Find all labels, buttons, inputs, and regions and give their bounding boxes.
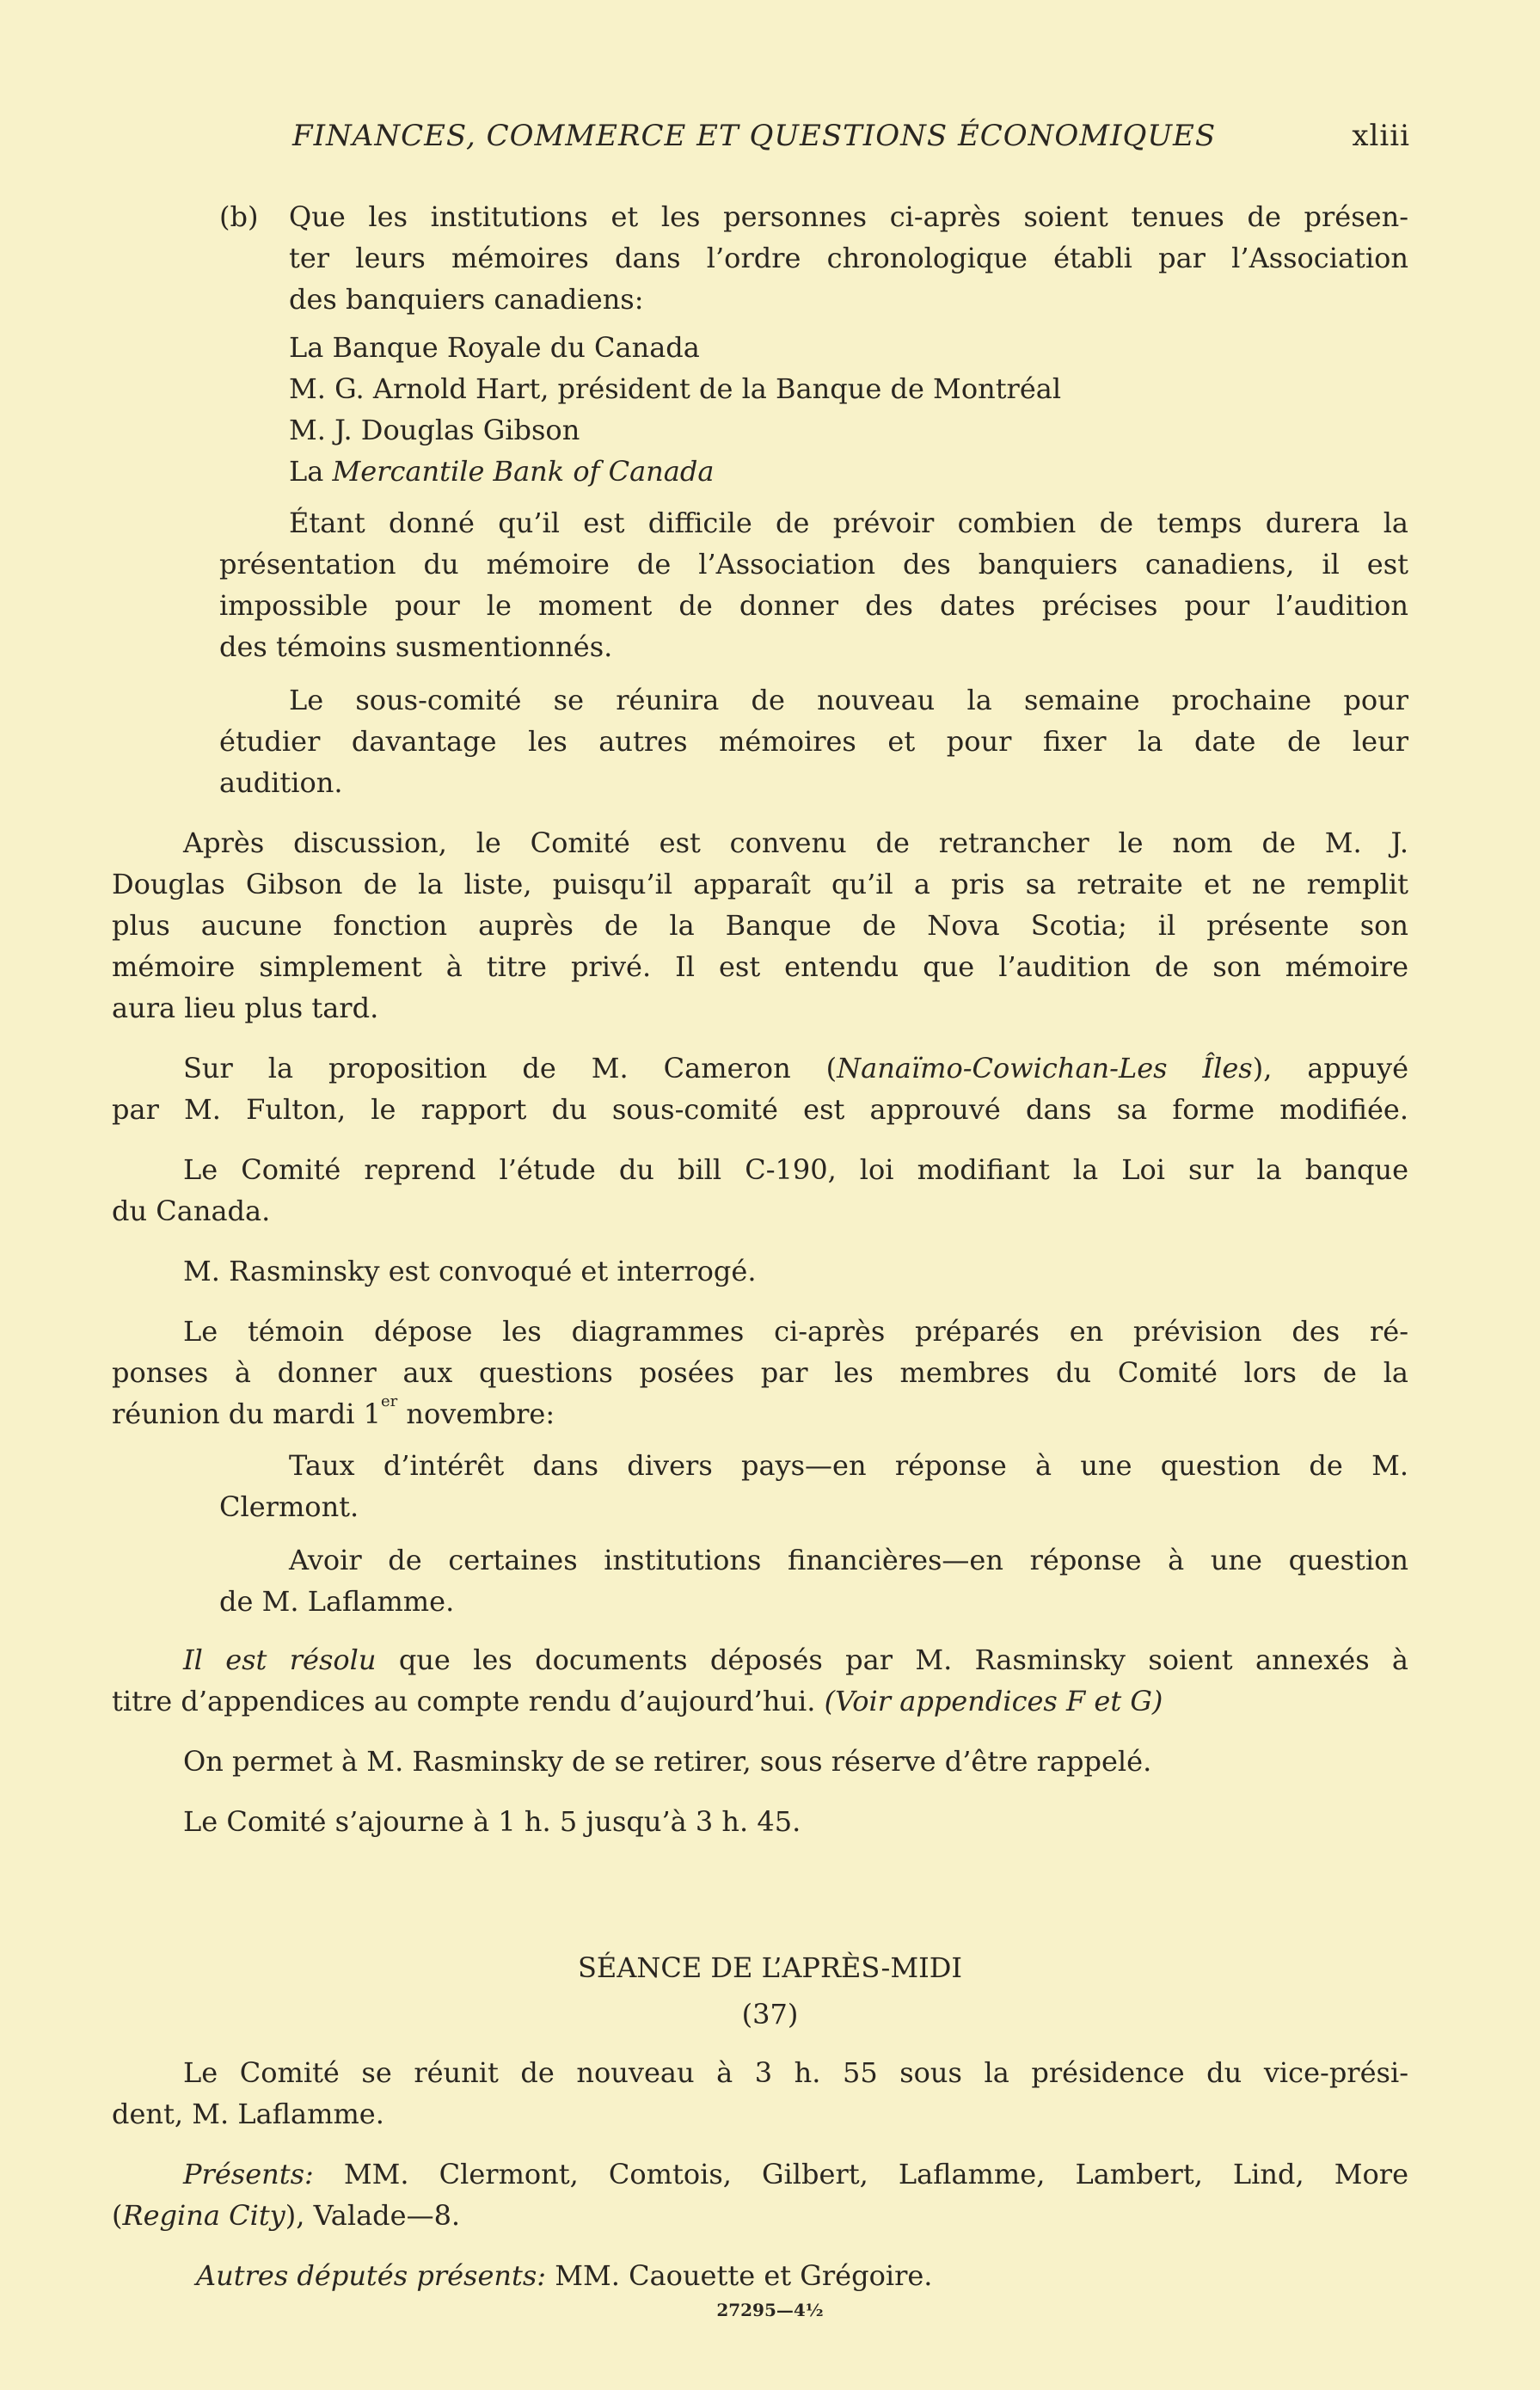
paragraph-line: des témoins susmentionnés.: [219, 630, 613, 663]
page-number: xliii: [1352, 119, 1410, 153]
list-item: Avoir de certaines institutions financières—en réponse à une question: [289, 1544, 1408, 1576]
paragraph-line: titre d’appendices au compte rendu d’aujourd’hui. (Voir appendices F et G): [112, 1685, 1163, 1717]
paragraph-line: ponses à donner aux questions posées par les membres du Comité lors de la: [112, 1356, 1408, 1389]
paragraph-autres: Autres députés présents: MM. Caouette et Grégoire.: [196, 2259, 933, 2292]
paragraph-line: plus aucune fonction auprès de la Banque de Nova Scotia; il présente son: [112, 909, 1408, 942]
paragraph-ajourne: Le Comité s’ajourne à 1 h. 5 jusqu’à 3 h. 45.: [183, 1805, 801, 1838]
session-title: SÉANCE DE L’APRÈS-MIDI: [577, 1951, 963, 1984]
list-item: de M. Laflamme.: [219, 1585, 455, 1618]
paragraph-line: audition.: [219, 766, 343, 799]
paragraph-line: Douglas Gibson de la liste, puisqu’il apparaît qu’il a pris sa retraite et ne remplit: [112, 868, 1408, 900]
item-b-intro-line: des banquiers canadiens:: [289, 283, 644, 316]
paragraph-line: Le Comité reprend l’étude du bill C-190, loi modifiant la Loi sur la banque: [183, 1153, 1408, 1186]
paragraph-line: Le sous-comité se réunira de nouveau la semaine prochaine pour: [289, 684, 1408, 716]
paragraph-line: Présents: MM. Clermont, Comtois, Gilbert, Laflamme, Lambert, Lind, More: [183, 2158, 1408, 2190]
paragraph-line: présentation du mémoire de l’Association des banquiers canadiens, il est: [219, 548, 1408, 581]
paragraph-line: impossible pour le moment de donner des dates précises pour l’audition: [219, 589, 1408, 622]
paragraph-line: réunion du mardi 1er novembre:: [112, 1392, 555, 1430]
list-item: Taux d’intérêt dans divers pays—en réponse à une question de M.: [289, 1449, 1408, 1482]
list-item: Clermont.: [219, 1490, 359, 1523]
paragraph-line: aura lieu plus tard.: [112, 992, 379, 1024]
session-number: (37): [741, 1998, 799, 2031]
item-b-label: (b): [219, 200, 259, 233]
header-title: FINANCES, COMMERCE ET QUESTIONS ÉCONOMIQUES: [292, 119, 1217, 153]
paragraph-line: dent, M. Laflamme.: [112, 2098, 384, 2130]
paragraph-line: mémoire simplement à titre privé. Il est entendu que l’audition de son mémoire: [112, 950, 1408, 983]
print-code: 27295—4½: [716, 2300, 824, 2320]
paragraph-line: Le Comité se réunit de nouveau à 3 h. 55 sous la présidence du vice-prési-: [183, 2056, 1408, 2089]
paragraph-retirer: On permet à M. Rasminsky de se retirer, sous réserve d’être rappelé.: [183, 1745, 1152, 1778]
list-item: M. G. Arnold Hart, président de la Banque de Montréal: [289, 372, 1062, 405]
list-item: M. J. Douglas Gibson: [289, 414, 580, 446]
running-header: [112, 119, 1410, 162]
item-b-intro-line: Que les institutions et les personnes ci-après soient tenues de présen-: [289, 200, 1408, 233]
paragraph-line: étudier davantage les autres mémoires et pour fixer la date de leur: [219, 725, 1408, 758]
list-item: La Mercantile Bank of Canada: [289, 455, 715, 488]
paragraph-line: Après discussion, le Comité est convenu de retrancher le nom de M. J.: [183, 826, 1408, 859]
item-b-intro-line: ter leurs mémoires dans l’ordre chronologique établi par l’Association: [289, 242, 1408, 274]
list-item: La Banque Royale du Canada: [289, 331, 700, 364]
paragraph-line: Étant donné qu’il est difficile de prévoir combien de temps durera la: [289, 507, 1408, 539]
paragraph-convoque: M. Rasminsky est convoqué et interrogé.: [183, 1255, 757, 1287]
paragraph-line: (Regina City), Valade—8.: [112, 2199, 461, 2232]
paragraph-line: par M. Fulton, le rapport du sous-comité est approuvé dans sa forme modifiée.: [112, 1093, 1408, 1126]
paragraph-line: Sur la proposition de M. Cameron (Nanaïmo-Cowichan-Les Îles), appuyé: [183, 1052, 1409, 1084]
paragraph-line: du Canada.: [112, 1195, 271, 1227]
paragraph-line: Il est résolu que les documents déposés par M. Rasminsky soient annexés à: [183, 1644, 1409, 1676]
paragraph-line: Le témoin dépose les diagrammes ci-après préparés en prévision des ré-: [183, 1315, 1408, 1348]
